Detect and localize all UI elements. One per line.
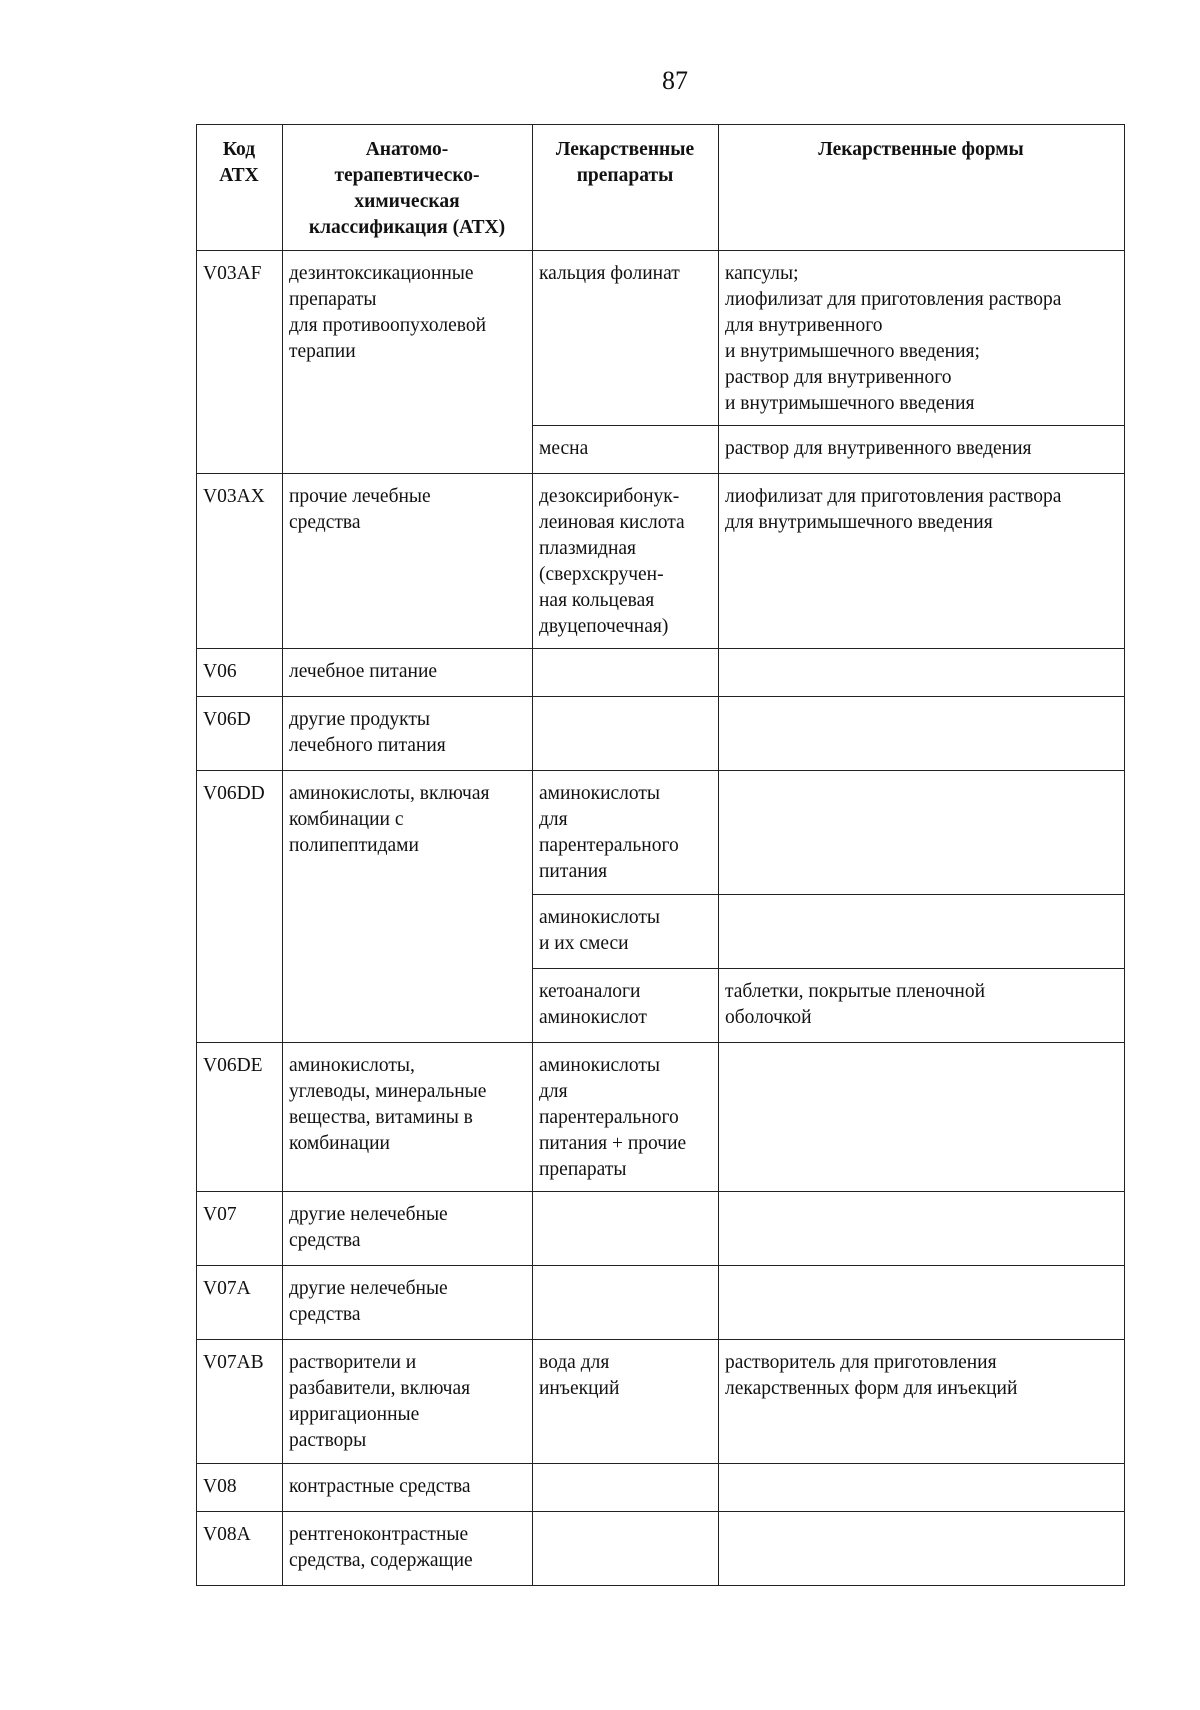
atc-code: V06 <box>197 649 283 697</box>
page-number: 87 <box>662 66 688 95</box>
drug-name: кальция фолинат <box>533 251 719 426</box>
atc-classification: прочие лечебные средства <box>283 474 533 649</box>
atc-code: V08A <box>197 1512 283 1586</box>
dosage-forms: лиофилизат для приготовления раствора для внутримышечного введения <box>719 474 1125 649</box>
atc-code: V08 <box>197 1464 283 1512</box>
drug-name <box>533 1192 719 1266</box>
dosage-forms: капсулы; лиофилизат для приготовления раствора для внутривенного и внутримышечного введения; раствор для внутривенного и внутримышечного введения <box>719 251 1125 426</box>
table-row <box>197 1340 1125 1464</box>
atc-classification: растворители и разбавители, включая ирригационные растворы <box>283 1340 533 1464</box>
drug-name: аминокислоты и их смеси <box>533 895 719 969</box>
drug-name <box>533 1512 719 1586</box>
drug-name <box>533 697 719 771</box>
atc-classification: дезинтоксикационные препараты для противоопухолевой терапии <box>283 251 533 474</box>
table-row <box>197 1464 1125 1512</box>
dosage-forms <box>719 1043 1125 1192</box>
dosage-forms: растворитель для приготовления лекарственных форм для инъекций <box>719 1340 1125 1464</box>
drug-name: аминокислоты для парентерального питания + прочие препараты <box>533 1043 719 1192</box>
table-row <box>197 474 1125 649</box>
dosage-forms <box>719 1266 1125 1340</box>
atc-code: V06DE <box>197 1043 283 1192</box>
drug-name: вода для инъекций <box>533 1340 719 1464</box>
table-row <box>197 1043 1125 1192</box>
header-code: Код АТХ <box>197 125 283 251</box>
drug-name: кетоаналоги аминокислот <box>533 969 719 1043</box>
atc-code: V03AF <box>197 251 283 474</box>
drug-name: дезоксирибонук- леиновая кислота плазмидная (сверхскручен- ная кольцевая двуцепочечная) <box>533 474 719 649</box>
atc-classification: контрастные средства <box>283 1464 533 1512</box>
drug-name: месна <box>533 426 719 474</box>
atc-code: V07AB <box>197 1340 283 1464</box>
dosage-forms: раствор для внутривенного введения <box>719 426 1125 474</box>
dosage-forms <box>719 1192 1125 1266</box>
atc-code: V06D <box>197 697 283 771</box>
atc-code: V07 <box>197 1192 283 1266</box>
table-row <box>197 771 1125 895</box>
table-row <box>197 1192 1125 1266</box>
dosage-forms <box>719 649 1125 697</box>
atc-code: V06DD <box>197 771 283 1043</box>
dosage-forms <box>719 771 1125 895</box>
atc-drug-table <box>196 124 1125 1586</box>
table-row <box>197 1512 1125 1586</box>
header-drugs: Лекарственные препараты <box>533 125 719 251</box>
header-classification: Анатомо- терапевтическо- химическая классификация (АТХ) <box>283 125 533 251</box>
drug-name <box>533 649 719 697</box>
table-row <box>197 649 1125 697</box>
drug-name: аминокислоты для парентерального питания <box>533 771 719 895</box>
atc-classification: лечебное питание <box>283 649 533 697</box>
dosage-forms <box>719 895 1125 969</box>
dosage-forms: таблетки, покрытые пленочной оболочкой <box>719 969 1125 1043</box>
drug-name <box>533 1464 719 1512</box>
dosage-forms <box>719 1464 1125 1512</box>
dosage-forms <box>719 1512 1125 1586</box>
table-row <box>197 251 1125 426</box>
table-row <box>197 697 1125 771</box>
atc-classification: аминокислоты, углеводы, минеральные вещества, витамины в комбинации <box>283 1043 533 1192</box>
header-forms: Лекарственные формы <box>719 125 1125 251</box>
table-header-row <box>197 125 1125 251</box>
atc-classification: другие нелечебные средства <box>283 1192 533 1266</box>
atc-classification: рентгеноконтрастные средства, содержащие <box>283 1512 533 1586</box>
drug-name <box>533 1266 719 1340</box>
atc-classification: другие нелечебные средства <box>283 1266 533 1340</box>
atc-code: V07A <box>197 1266 283 1340</box>
atc-classification: другие продукты лечебного питания <box>283 697 533 771</box>
dosage-forms <box>719 697 1125 771</box>
atc-code: V03AX <box>197 474 283 649</box>
atc-classification: аминокислоты, включая комбинации с полипептидами <box>283 771 533 1043</box>
table-row <box>197 1266 1125 1340</box>
